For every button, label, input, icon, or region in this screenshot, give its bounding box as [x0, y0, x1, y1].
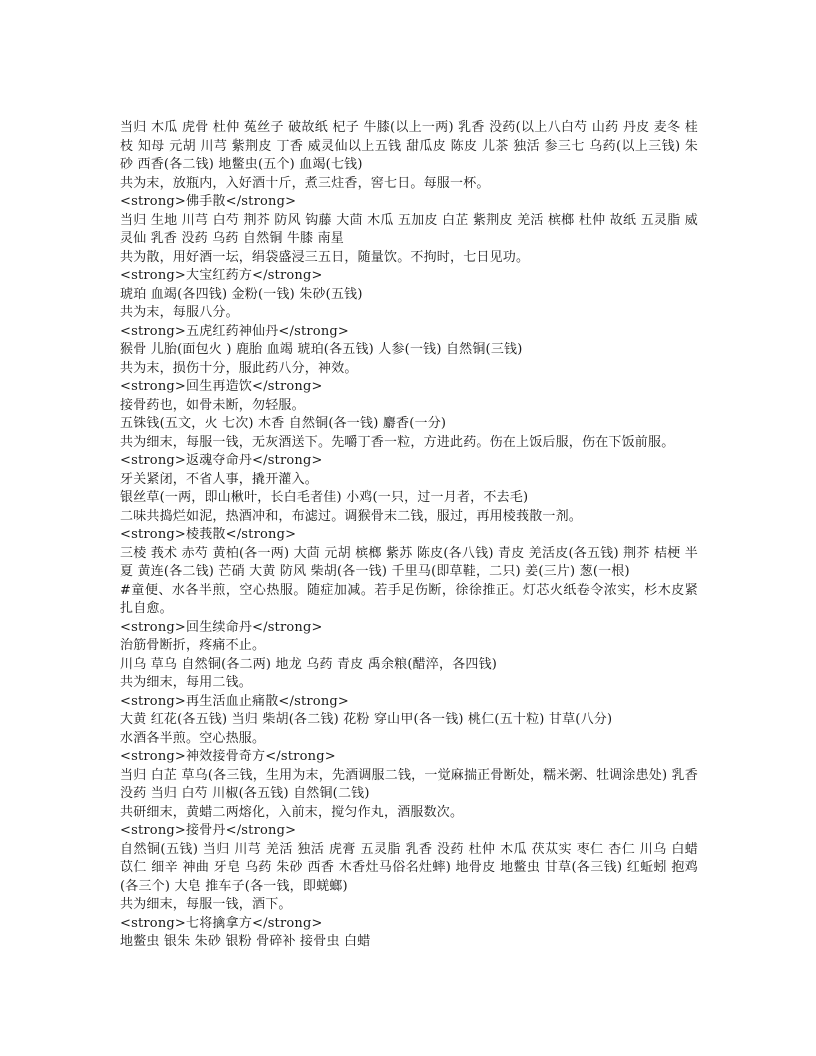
- recipe-heading-shenxiao: <strong>神效接骨奇方</strong>: [120, 749, 336, 764]
- text-line-instructions-4: 共为末，损伤十分，服此药八分，神效。: [120, 360, 358, 376]
- recipe-heading-fanhun: <strong>返魂夺命丹</strong>: [120, 453, 323, 468]
- text-line-note-8: 治筋骨断折，疼痛不止。: [120, 638, 266, 653]
- text-line-ingredients-3: 琥珀 血竭(各四钱) 金粉(一钱) 朱砂(五钱): [120, 286, 363, 302]
- text-line-instructions-7: #童便、水各半煎，空心热服。随症加减。若手足伤断，徐徐推正。灯芯火纸卷令浓实，杉木皮紧扎自愈。: [120, 582, 698, 616]
- recipe-heading-foshou: <strong>佛手散</strong>: [120, 194, 297, 209]
- document-page: [120, 119, 698, 952]
- text-line-instructions-8: 共为细末，每用二钱。: [120, 675, 253, 690]
- recipe-heading-huisheng-zaizao: <strong>回生再造饮</strong>: [120, 379, 323, 394]
- text-line-ingredients-2: 当归 生地 川芎 白芍 荆芥 防风 钩藤 大茴 木瓜 五加皮 白芷 紫荆皮 羌活 槟榔 杜仲 故纸 五灵脂 威灵仙 乳香 没药 乌药 自然铜 牛膝 南星: [120, 212, 698, 246]
- text-line-ingredients-7: 三棱 莪术 赤芍 黄柏(各一两) 大茴 元胡 槟榔 紫苏 陈皮(各八钱) 青皮 羌活皮(各五钱) 荆芥 桔梗 半夏 黄连(各二钱) 芒硝 大黄 防风 柴胡(各一钱) 千里马(即草鞋，二只) 姜(三片) 葱(一根): [120, 545, 698, 579]
- text-line-instructions-10: 共研细末，黄蜡二两熔化，入前末，搅匀作丸，酒服数次。: [120, 804, 464, 820]
- text-line-ingredients-5: 五铢钱(五文，火 七次) 木香 自然铜(各一钱) 麝香(一分): [120, 416, 447, 431]
- recipe-heading-wuhu: <strong>五虎红药神仙丹</strong>: [120, 323, 350, 339]
- recipe-heading-zaisheng: <strong>再生活血止痛散</strong>: [120, 693, 350, 709]
- text-line-ingredients-11: 自然铜(五钱) 当归 川芎 羌活 独活 虎膏 五灵脂 乳香 没药 杜仲 木瓜 茯苁实 枣仁 杏仁 川乌 白蜡 苡仁 细辛 神曲 牙皂 乌药 朱砂 西香 木香灶马俗名灶蟀) 地骨皮 地鳖虫 甘草(各三钱) 红蚯蚓 抱鸡(各三个) 大皂 推车子(各一钱，即蜣螂): [120, 841, 698, 894]
- text-line-instructions-5: 共为细末，每服一钱，无灰酒送下。先嚼丁香一粒，方进此药。伤在上饭后服，伤在下饭前服。: [120, 434, 675, 450]
- text-line-note-5: 接骨药也，如骨未断，勿轻服。: [120, 397, 305, 413]
- recipe-heading-lenge: <strong>棱莪散</strong>: [120, 527, 297, 542]
- text-line-instructions-3: 共为末，每服八分。: [120, 305, 239, 320]
- text-line-ingredients-10: 当归 白芷 草乌(各三钱，生用为末，先酒调服二钱，一觉麻揣正骨断处，糯米粥、牡调涂患处) 乳香 没药 当归 白芍 川椒(各五钱) 自然铜(二钱): [120, 767, 698, 801]
- text-line-instructions-6: 二味共捣烂如泥，热酒冲和，布滤过。调猴骨末二钱，服过，再用棱莪散一剂。: [120, 508, 583, 524]
- text-line-ingredients-9: 大黄 红花(各五钱) 当归 柴胡(各二钱) 花粉 穿山甲(各一钱) 桃仁(五十粒) 甘草(八分): [120, 712, 613, 727]
- recipe-heading-huisheng-xuming: <strong>回生续命丹</strong>: [120, 619, 323, 635]
- text-line-instructions-2: 共为散，用好酒一坛，绢袋盛浸三五日，随量饮。不拘时，七日见功。: [120, 249, 530, 265]
- text-line-note-6: 牙关紧闭，不省人事，撬开灌入。: [120, 471, 319, 487]
- text-line-ingredients-8: 川乌 草乌 自然铜(各二两) 地龙 乌药 青皮 禹余粮(醋淬，各四钱): [120, 656, 498, 672]
- recipe-heading-jiegu: <strong>接骨丹</strong>: [120, 823, 297, 838]
- recipe-heading-qijiang: <strong>七将擒拿方</strong>: [120, 915, 323, 931]
- text-line-instructions-11: 共为细末，每服一钱，酒下。: [120, 897, 292, 912]
- text-line-ingredients-6: 银丝草(一两，即山楸叶，长白毛者佳) 小鸡(一只，过一月者，不去毛): [120, 490, 529, 505]
- text-line-ingredients-1: 当归 木瓜 虎骨 杜仲 菟丝子 破故纸 杞子 牛膝(以上一两) 乳香 没药(以上八白芍 山药 丹皮 麦冬 桂枝 知母 元胡 川芎 紫荆皮 丁香 威灵仙以上五钱 甜瓜皮 陈皮 儿茶 独活 参三七 乌药(以上三钱) 朱砂 西香(各二钱) 地鳖虫(五个) 血竭(七钱): [120, 120, 698, 172]
- text-line-instructions-1: 共为末，放瓶内，入好酒十斤，煮三炷香，窖七日。每服一杯。: [120, 175, 490, 191]
- recipe-heading-dabao: <strong>大宝红药方</strong>: [120, 268, 323, 283]
- text-line-instructions-9: 水酒各半煎。空心热服。: [120, 730, 266, 746]
- text-line-ingredients-12: 地鳖虫 银朱 朱砂 银粉 骨碎补 接骨虫 白蜡: [120, 934, 371, 949]
- text-line-ingredients-4: 猴骨 儿胎(面包火 ) 鹿胎 血竭 琥珀(各五钱) 人参(一钱) 自然铜(三钱): [120, 342, 523, 357]
